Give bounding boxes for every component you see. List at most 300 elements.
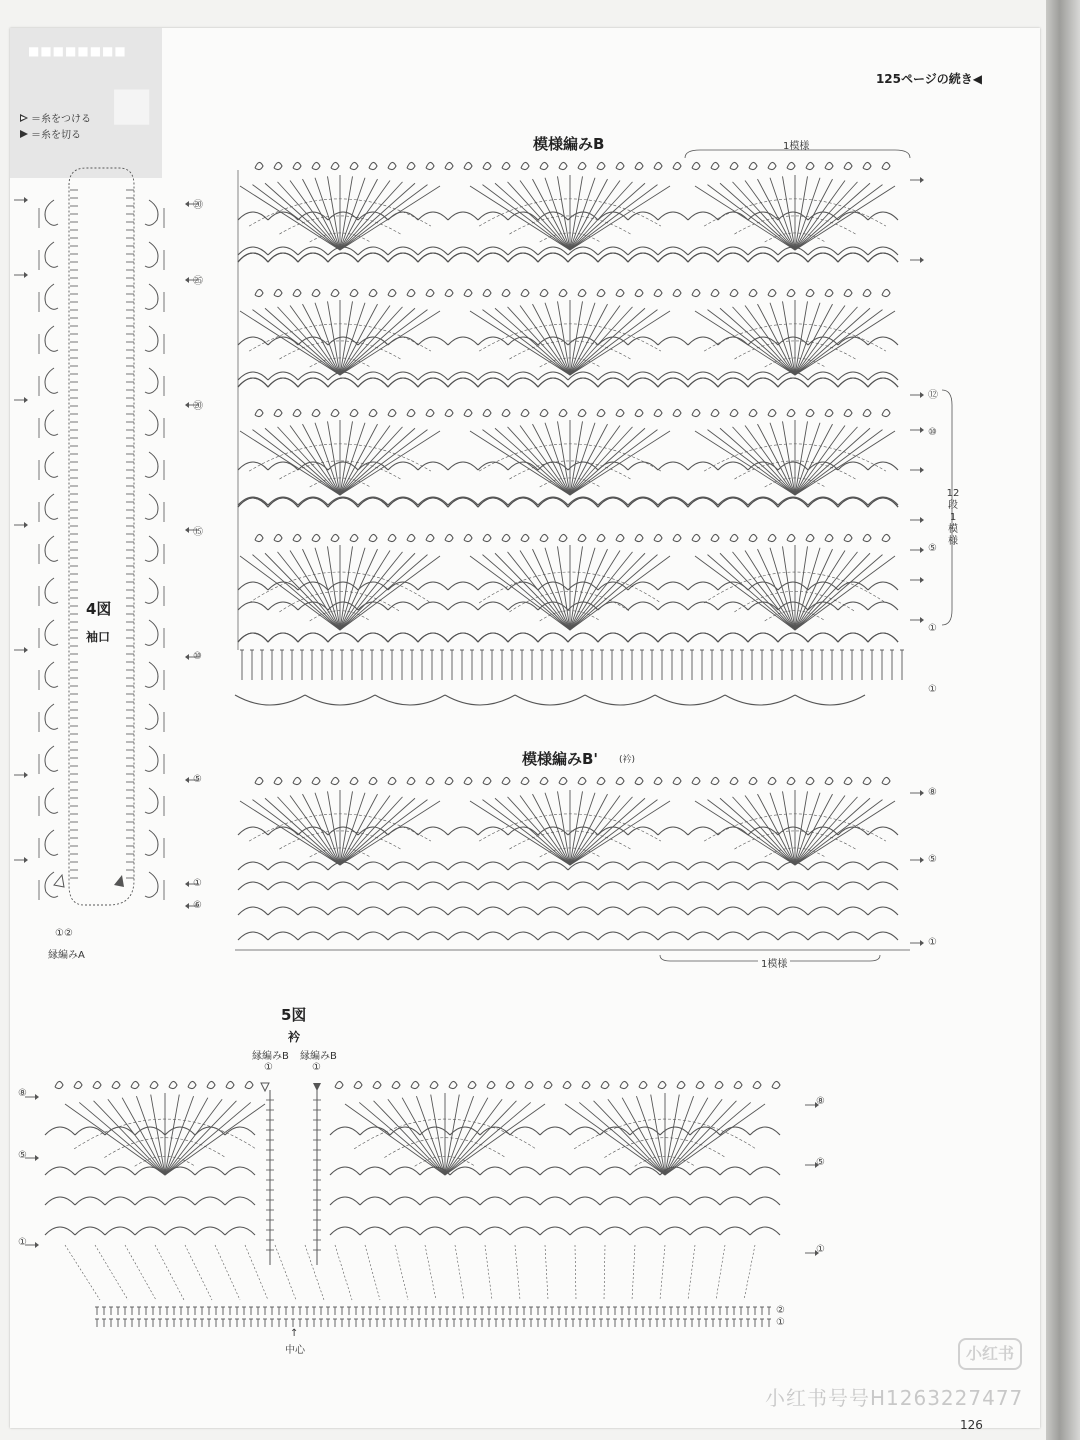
pattern-b-title: 模様編みB [533,135,605,153]
edging-shell [45,494,58,519]
picot-stitch [544,1081,552,1088]
picot-stitch [369,409,377,416]
edging-shell [45,536,58,561]
pattern-b2-title: 模様編みB' [522,750,599,768]
picot-stitch [411,1081,419,1088]
chain-arch-row [330,1197,780,1205]
guide-line [245,1245,268,1300]
edging-shell [45,620,58,645]
picot-stitch [354,1081,362,1088]
row-arrowhead-icon [35,1155,39,1161]
picot-stitch [863,777,871,784]
picot-stitch [559,534,567,541]
picot-stitch [768,409,776,416]
picot-stitch [274,409,282,416]
open-triangle-icon [20,114,28,122]
chain-arch-row [45,1197,255,1205]
fan-stitch [345,1104,445,1175]
guide-line [365,1245,380,1300]
picot-stitch [597,162,605,169]
picot-stitch [597,534,605,541]
picot-stitch [601,1081,609,1088]
picot-stitch [274,162,282,169]
picot-stitch [825,777,833,784]
edging-shell [145,662,158,687]
edging-shell [145,452,158,477]
legend-attach: ＝糸をつける [20,110,91,125]
chain-arch-row [238,497,898,505]
picot-stitch [578,162,586,169]
fan-stitch [708,430,796,495]
picot-stitch [506,1081,514,1088]
fig5-edging-right: 縁編みB [300,1051,337,1062]
pattern-b-row-5: ⑤ [928,543,937,554]
guide-line [515,1245,520,1300]
row-arrowhead-icon [185,903,189,909]
fan-stitch [570,306,620,376]
picot-stitch [464,777,472,784]
picot-stitch [844,289,852,296]
pattern-b-row-1: ① [928,623,937,634]
fig4-row-20: ⑳ [193,401,203,412]
fig5-top-mark-right: ① [312,1062,321,1073]
edging-shell [145,242,158,267]
picot-stitch [749,409,757,416]
picot-stitch [863,534,871,541]
picot-stitch [635,777,643,784]
fan-stitch [483,310,571,375]
guide-line [485,1245,492,1300]
fan-stitch [745,426,795,496]
picot-stitch [445,409,453,416]
fan-stitch [570,800,658,865]
picot-stitch [350,534,358,541]
picot-stitch [331,409,339,416]
picot-stitch [350,162,358,169]
picot-stitch [635,534,643,541]
picot-stitch [468,1081,476,1088]
picot-stitch [502,534,510,541]
picot-stitch [274,534,282,541]
picot-stitch [806,777,814,784]
picot-stitch [616,534,624,541]
picot-stitch [131,1081,139,1088]
row-arrowhead-icon [185,402,189,408]
fig5-edging-left: 縁編みB [252,1051,289,1062]
picot-stitch [464,409,472,416]
fan-stitch [445,1101,516,1175]
picot-stitch [844,534,852,541]
edging-shell [145,788,158,813]
picot-stitch [293,777,301,784]
picot-stitch [464,162,472,169]
row-arrowhead-icon [24,397,28,403]
picot-stitch [639,1081,647,1088]
row-arrowhead-icon [24,857,28,863]
fig4-row-1: ① [193,878,202,889]
fan-stitch [94,1101,165,1175]
picot-stitch [559,777,567,784]
chain-arch-row [330,1127,780,1135]
fan-stitch [445,1104,545,1175]
picot-stitch [711,534,719,541]
fan-stitch [290,426,340,496]
fan-stitch [520,426,570,496]
picot-stitch [844,777,852,784]
attach-yarn-triangle-icon [54,875,64,887]
filled-triangle-icon [20,130,28,138]
fig4-row-20-top: ⑳ [193,200,203,211]
edging-shell [45,452,58,477]
picot-stitch [768,289,776,296]
picot-stitch [825,534,833,541]
picot-stitch [350,409,358,416]
guide-line [335,1245,352,1300]
fan-stitch [388,1099,445,1175]
picot-stitch [335,1081,343,1088]
edging-shell [45,368,58,393]
picot-stitch [654,162,662,169]
guide-line [455,1245,464,1300]
picot-stitch [255,534,263,541]
legend-cut: ＝糸を切る [20,126,81,141]
fan-stitch [340,555,428,630]
picot-stitch [692,534,700,541]
picot-stitch [787,162,795,169]
fig5-left-row-8: ⑧ [18,1088,27,1099]
picot-stitch [388,162,396,169]
picot-stitch [806,534,814,541]
picot-stitch [445,289,453,296]
picot-stitch [863,162,871,169]
picot-stitch [449,1081,457,1088]
picot-stitch [388,409,396,416]
picot-stitch [768,777,776,784]
picot-stitch [597,777,605,784]
picot-stitch [711,289,719,296]
picot-stitch [445,777,453,784]
fan-stitch [665,1099,722,1175]
edging-shell [45,704,58,729]
picot-stitch [711,409,719,416]
picot-stitch [255,409,263,416]
page-number: 126 [960,1418,983,1432]
picot-stitch [392,1081,400,1088]
fig4-row-6: ⑥ [193,900,202,911]
edging-shell [145,536,158,561]
fan-stitch [340,430,428,495]
fig5-center-arrow-icon: ↑ [290,1328,299,1339]
picot-stitch [692,409,700,416]
picot-stitch [331,162,339,169]
row-arrowhead-icon [24,647,28,653]
picot-stitch [293,162,301,169]
picot-stitch [112,1081,120,1088]
fan-stitch [340,551,390,631]
pattern-b2-row-5: ⑤ [928,854,937,865]
picot-stitch [578,409,586,416]
picot-stitch [74,1081,82,1088]
picot-stitch [578,534,586,541]
picot-stitch [749,777,757,784]
fan-stitch [594,1101,665,1175]
edging-shell [145,872,158,897]
pattern-b-base-row-1: ① [928,684,937,695]
edging-shell [145,578,158,603]
picot-stitch [844,409,852,416]
fan-stitch [520,551,570,631]
picot-stitch [578,777,586,784]
guide-line [215,1245,240,1300]
picot-stitch [312,289,320,296]
picot-stitch [696,1081,704,1088]
picot-stitch [226,1081,234,1088]
picot-stitch [730,409,738,416]
guide-line [632,1245,635,1300]
picot-stitch [312,162,320,169]
picot-stitch [407,777,415,784]
fan-stitch [108,1099,165,1175]
picot-stitch [350,289,358,296]
chain-arch-row [238,498,898,507]
picot-stitch [483,162,491,169]
picot-stitch [369,777,377,784]
row-arrowhead-icon [185,654,189,660]
picot-stitch [293,534,301,541]
fan-stitch [374,1101,445,1175]
edging-shell [145,746,158,771]
picot-stitch [407,409,415,416]
fan-stitch [65,1104,165,1175]
picot-stitch [863,289,871,296]
chain-arch-row [238,582,898,590]
row-arrowhead-icon [185,277,189,283]
fig5-title: 5図 [281,1006,307,1024]
guide-line [660,1245,665,1300]
fan-stitch [165,1104,265,1175]
picot-stitch [673,777,681,784]
picot-stitch [388,289,396,296]
picot-stitch [426,777,434,784]
fan-stitch [570,796,620,866]
picot-stitch [620,1081,628,1088]
chain-arch-row [238,932,898,940]
picot-stitch [863,409,871,416]
picot-stitch [882,289,890,296]
picot-stitch [654,289,662,296]
picot-stitch [540,534,548,541]
picot-stitch [753,1081,761,1088]
chain-arch-row [238,907,898,915]
picot-stitch [882,162,890,169]
picot-stitch [825,289,833,296]
edging-shell [45,830,58,855]
fan-stitch [340,310,428,375]
fig4-chart [14,160,214,950]
fan-stitch [253,430,341,495]
picot-stitch [369,534,377,541]
guide-line [185,1245,212,1300]
picot-stitch [711,777,719,784]
cut-yarn-triangle-icon [114,875,124,887]
picot-stitch [730,289,738,296]
picot-stitch [597,409,605,416]
picot-stitch [483,534,491,541]
picot-stitch [711,162,719,169]
picot-stitch [188,1081,196,1088]
picot-stitch [502,409,510,416]
picot-stitch [749,534,757,541]
picot-stitch [430,1081,438,1088]
watermark-logo: 小红书 [958,1338,1022,1370]
fan-stitch [165,1101,236,1175]
left-triangle-icon: ◀ [972,72,982,86]
edging-shell [145,704,158,729]
picot-stitch [673,409,681,416]
picot-stitch [635,289,643,296]
pattern-b2-chart [230,765,920,970]
fig5-top-mark-left: ① [264,1062,273,1073]
picot-stitch [654,777,662,784]
chapter-tab: ■■■■■■■■ ■ [10,28,162,178]
fig5-left-row-1: ① [18,1237,27,1248]
fig5-left-row-5: ⑤ [18,1150,27,1161]
chain-arch-row [238,882,898,890]
edging-shell [145,494,158,519]
picot-stitch [882,777,890,784]
picot-stitch [734,1081,742,1088]
fan-stitch [795,185,883,250]
picot-stitch [373,1081,381,1088]
picot-stitch [255,289,263,296]
picot-stitch [525,1081,533,1088]
guide-line [744,1245,755,1300]
picot-stitch [559,289,567,296]
fig4-title: 4図 [86,600,112,618]
guide-line [155,1245,184,1300]
fan-stitch [565,1104,665,1175]
fan-stitch [665,1104,765,1175]
picot-stitch [350,777,358,784]
picot-stitch [312,777,320,784]
fan-stitch [570,181,620,251]
picot-stitch [559,409,567,416]
picot-stitch [597,289,605,296]
picot-stitch [483,409,491,416]
picot-stitch [293,409,301,416]
picot-stitch [730,777,738,784]
picot-stitch [521,409,529,416]
picot-stitch [93,1081,101,1088]
picot-stitch [730,534,738,541]
chain-arch-row [238,633,898,642]
fig4-start-marks: ①② [55,928,73,939]
edging-shell [145,284,158,309]
picot-stitch [483,289,491,296]
fan-stitch [795,310,883,375]
chain-arch-row [45,1167,255,1175]
picot-stitch [616,777,624,784]
fig4-row-5: ⑤ [193,774,202,785]
picot-stitch [692,777,700,784]
picot-stitch [540,162,548,169]
picot-stitch [388,777,396,784]
picot-stitch [207,1081,215,1088]
edging-shell [145,326,158,351]
fan-stitch [570,310,658,375]
fan-stitch [608,1099,665,1175]
picot-stitch [692,162,700,169]
picot-stitch [388,534,396,541]
edging-shell [45,788,58,813]
picot-stitch [658,1081,666,1088]
fig5-chart [35,1075,795,1350]
picot-stitch [616,289,624,296]
picot-stitch [673,162,681,169]
guide-line [125,1245,156,1300]
continued-note: 125ページの続き◀ [875,72,982,86]
picot-stitch [825,409,833,416]
row-arrowhead-icon [35,1242,39,1248]
picot-stitch [540,289,548,296]
fig5-right-row-5: ⑤ [816,1157,825,1168]
picot-stitch [426,289,434,296]
row-arrowhead-icon [185,527,189,533]
picot-stitch [55,1081,63,1088]
row-arrowhead-icon [185,201,189,207]
row-arrowhead-icon [24,197,28,203]
picot-stitch [487,1081,495,1088]
fan-stitch [570,551,620,631]
picot-stitch [673,534,681,541]
picot-stitch [464,534,472,541]
picot-stitch [464,289,472,296]
picot-stitch [407,534,415,541]
picot-stitch [521,534,529,541]
picot-stitch [255,162,263,169]
fan-stitch [795,800,883,865]
guide-line [95,1245,128,1300]
fig5-right-row-1: ① [816,1244,825,1255]
picot-stitch [169,1081,177,1088]
fan-stitch [795,430,883,495]
guide-line [545,1245,548,1300]
picot-stitch [806,409,814,416]
picot-stitch [559,162,567,169]
edging-shell [145,368,158,393]
chain-arch-row [235,695,865,705]
picot-stitch [521,777,529,784]
row-arrowhead-icon [24,522,28,528]
picot-stitch [768,534,776,541]
fig5-base-row-1: ① [776,1317,785,1328]
edging-shell [45,326,58,351]
guide-line [575,1245,576,1300]
pattern-b2-repeat-label: 1模様 [758,955,790,970]
picot-stitch [331,777,339,784]
guide-line [395,1245,408,1300]
picot-stitch [312,409,320,416]
edging-shell [145,410,158,435]
fan-stitch [483,185,571,250]
fan-stitch [795,555,883,630]
edging-shell [45,578,58,603]
pattern-b2-row-8: ⑧ [928,787,937,798]
fan-stitch [445,1099,502,1175]
picot-stitch [787,534,795,541]
edging-shell [45,746,58,771]
picot-stitch [563,1081,571,1088]
